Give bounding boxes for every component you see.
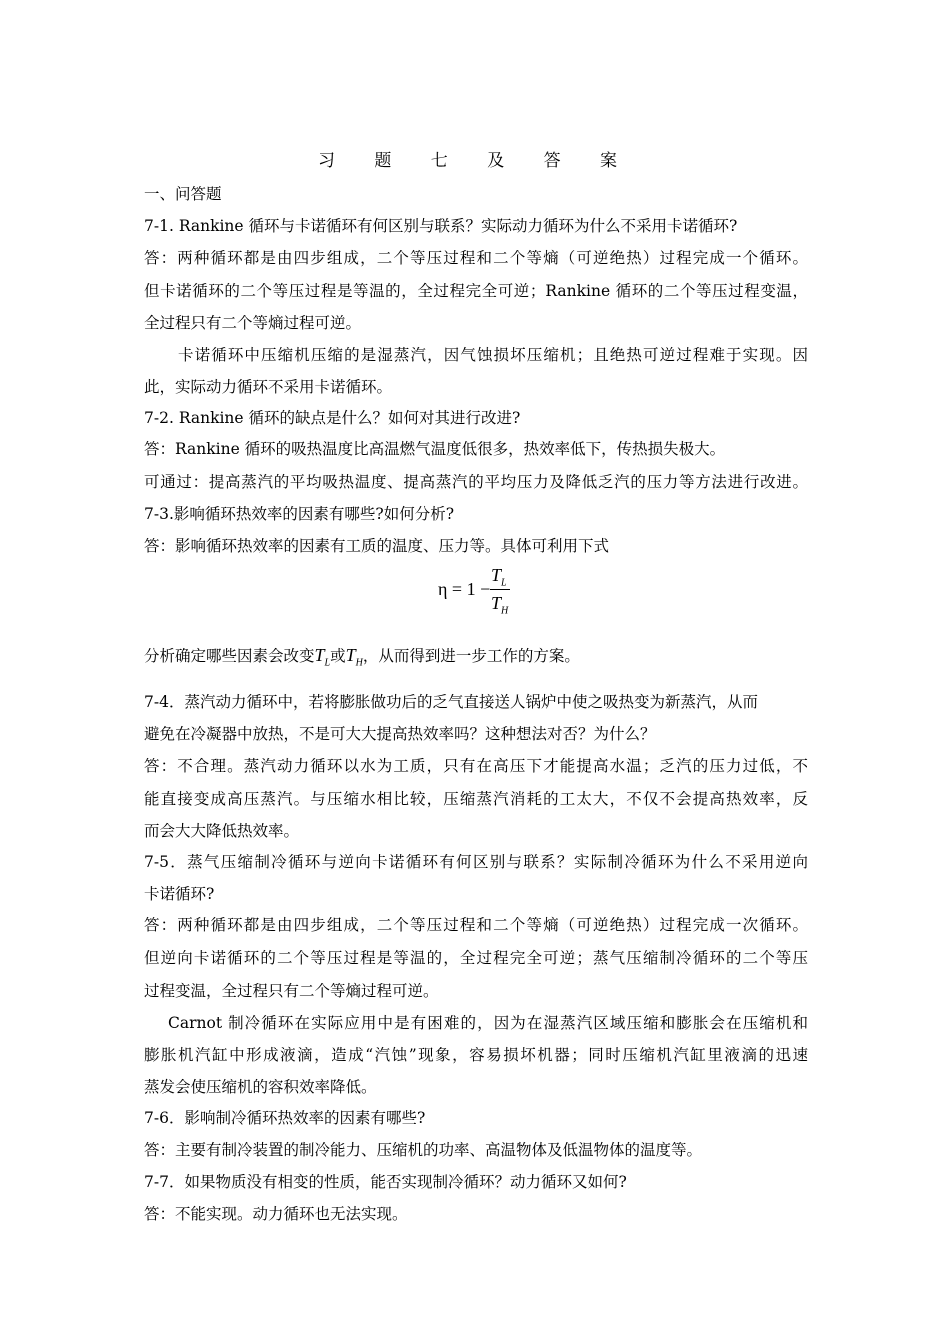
answer-7-1-line-2: 但卡诺循环的二个等压过程是等温的，全过程完全可逆；Rankine 循环的二个等压过程变温， — [144, 282, 808, 300]
question-7-4-line-1: 7-4．蒸汽动力循环中，若将膨胀做功后的乏气直接送人锅炉中使之吸热变为新蒸汽，从而 — [144, 693, 758, 711]
answer-7-4-line-3: 而会大大降低热效率。 — [144, 822, 300, 840]
answer-7-2-line-1: 答：Rankine 循环的吸热温度比高温燃气温度低很多，热效率低下，传热损失极大。 — [144, 440, 726, 458]
question-7-3: 7-3.影响循环热效率的因素有哪些?如何分析? — [144, 505, 455, 523]
answer-7-6: 答：主要有制冷装置的制冷能力、压缩机的功率、高温物体及低温物体的温度等。 — [144, 1141, 703, 1159]
answer-7-5-line-3: 过程变温，全过程只有二个等熵过程可逆。 — [144, 982, 439, 1000]
answer-7-5-line-1: 答：两种循环都是由四步组成，二个等压过程和二个等熵（可逆绝热）过程完成一次循环。 — [144, 916, 808, 934]
fraction-bar — [490, 589, 510, 590]
question-7-6: 7-6．影响制冷循环热效率的因素有哪些? — [144, 1109, 426, 1127]
answer-7-5-line-2: 但逆向卡诺循环的二个等压过程是等温的，全过程完全可逆；蒸气压缩制冷循环的二个等压 — [144, 949, 808, 967]
answer-7-1-line-3: 全过程只有二个等熵过程可逆。 — [144, 314, 362, 332]
symbol-t-high: $T_H$ — [345, 645, 363, 669]
answer-7-4-line-1: 答：不合理。蒸汽动力循环以水为工质，只有在高压下才能提高水温；乏汽的压力过低，不 — [144, 757, 808, 775]
answer-7-1-line-4: 卡诺循环中压缩机压缩的是湿蒸汽，因气蚀损坏压缩机；且绝热可逆过程难于实现。因 — [178, 346, 808, 364]
formula-numerator: $T_L$ — [491, 565, 507, 589]
answer-7-7: 答：不能实现。动力循环也无法实现。 — [144, 1205, 408, 1223]
answer-7-3-text-before: 分析确定哪些因素会改变 — [144, 647, 315, 665]
question-7-5-line-1: 7-5．蒸气压缩制冷循环与逆向卡诺循环有何区别与联系？实际制冷循环为什么不采用逆向 — [144, 853, 808, 871]
answer-7-3-text-or: 或 — [330, 647, 346, 665]
answer-7-3-line-1: 答：影响循环热效率的因素有工质的温度、压力等。具体可利用下式 — [144, 537, 610, 555]
question-7-4-line-2: 避免在冷凝器中放热，不是可大大提高热效率吗？这种想法对否？为什么？ — [144, 725, 656, 743]
question-7-5-line-2: 卡诺循环? — [144, 885, 215, 903]
answer-7-3-line-2 — [144, 645, 580, 674]
question-7-7: 7-7．如果物质没有相变的性质，能否实现制冷循环？动力循环又如何? — [144, 1173, 627, 1191]
answer-7-5-line-4: Carnot 制冷循环在实际应用中是有困难的，因为在湿蒸汽区域压缩和膨胀会在压缩机和 — [168, 1014, 808, 1032]
section-heading: 一、问答题 — [144, 185, 222, 203]
answer-7-1-line-5: 此，实际动力循环不采用卡诺循环。 — [144, 378, 393, 396]
symbol-t-low: $T_L$ — [314, 645, 331, 669]
answer-7-3-text-after: ，从而得到进一步工作的方案。 — [362, 647, 580, 665]
page-title: 习 题 七 及 答 案 — [317, 151, 635, 171]
efficiency-formula — [438, 565, 528, 625]
answer-7-1-line-1: 答：两种循环都是由四步组成，二个等压过程和二个等熵（可逆绝热）过程完成一个循环。 — [144, 249, 808, 267]
formula-denominator: $T_H$ — [491, 593, 509, 617]
answer-7-2-line-2: 可通过：提高蒸汽的平均吸热温度、提高蒸汽的平均压力及降低乏汽的压力等方法进行改进。 — [144, 473, 808, 491]
question-7-2: 7-2. Rankine 循环的缺点是什么？如何对其进行改进? — [144, 409, 521, 427]
question-7-1: 7-1. Rankine 循环与卡诺循环有何区别与联系？实际动力循环为什么不采用卡诺循环? — [144, 217, 738, 235]
answer-7-4-line-2: 能直接变成高压蒸汽。与压缩水相比较，压缩蒸汽消耗的工太大，不仅不会提高热效率，反 — [144, 790, 808, 808]
answer-7-5-line-6: 蒸发会使压缩机的容积效率降低。 — [144, 1078, 377, 1096]
answer-7-5-line-5: 膨胀机汽缸中形成液滴，造成“汽蚀”现象，容易损坏机器；同时压缩机汽缸里液滴的迅速 — [144, 1046, 808, 1064]
formula-lhs: η = 1 − — [438, 579, 491, 599]
